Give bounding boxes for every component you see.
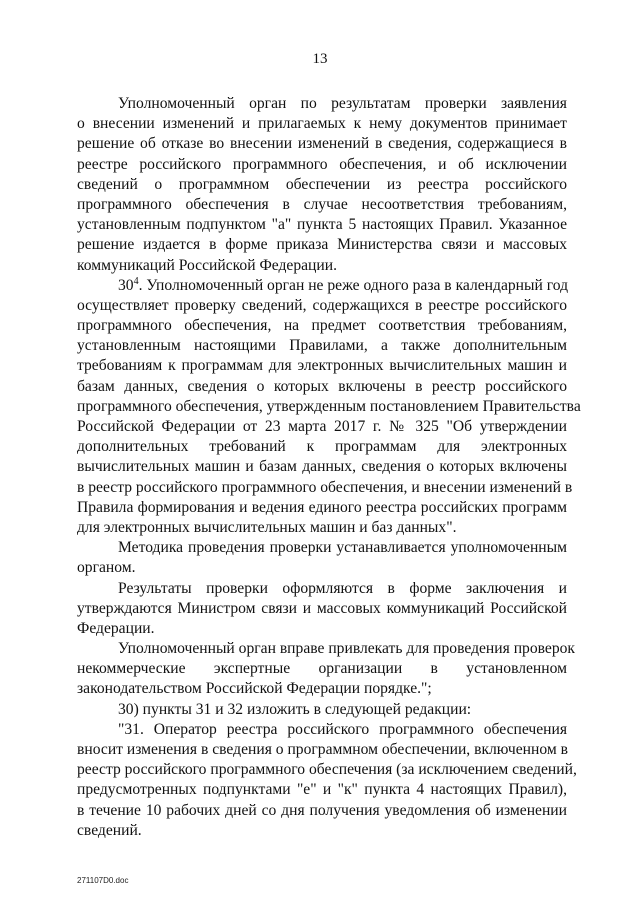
text-line: органом.: [77, 559, 136, 577]
page-number: 13: [312, 51, 328, 67]
text-line: Российской Федерации от 23 марта 2017 г. № 325 "Об утверждении: [77, 418, 567, 435]
paragraph: [77, 700, 567, 720]
paragraph: [77, 720, 577, 841]
text-fragment: . Уполномоченный орган не реже одного раза в календарный год: [138, 276, 569, 294]
text-line: требованиям к программам для электронных вычислительных машин и: [77, 357, 567, 375]
paragraph: [77, 94, 567, 276]
paragraph: [77, 275, 581, 538]
text-line: о внесении изменений и прилагаемых к нему документов принимает: [77, 115, 567, 133]
text-line: некоммерческие экспертные организации в установленном: [77, 660, 567, 678]
text-line: 30) пункты 31 и 32 изложить в следующей редакции:: [118, 700, 472, 718]
text-line: коммуникаций Российской Федерации.: [77, 256, 337, 274]
text-line: установленным подпунктом "а" пункта 5 настоящих Правил. Указанное: [77, 216, 567, 234]
text-line: реестре российского программного обеспечения, и об исключении: [77, 155, 567, 173]
paragraph: [77, 579, 567, 640]
text-line: для электронных вычислительных машин и баз данных".: [77, 518, 457, 536]
text-line: вычислительных машин и базам данных, сведения о которых включены: [77, 458, 567, 476]
document-filename: 271107D0.doc: [77, 876, 129, 885]
clause-superscript: 4: [133, 275, 139, 287]
document-body: [77, 94, 581, 841]
paragraph: [77, 639, 575, 700]
text-line: предусмотренных подпунктами "е" и "к" пункта 4 настоящих Правил),: [77, 781, 567, 799]
text-line: Результаты проверки оформляются в форме заключения и: [118, 579, 567, 597]
text-line: программного обеспечения, на предмет соответствия требованиям,: [77, 317, 567, 335]
text-line: решение об отказе во внесении изменений в сведения, содержащиеся в: [77, 135, 567, 153]
text-line: Методика проведения проверки устанавливается уполномоченным: [118, 539, 567, 557]
text-line: законодательством Российской Федерации порядке.";: [77, 680, 432, 698]
text-line: Уполномоченный орган по результатам проверки заявления: [118, 95, 567, 112]
text-line: утверждаются Министром связи и массовых коммуникаций Российской: [77, 599, 567, 617]
text-line: Федерации.: [77, 619, 155, 637]
text-line: в течение 10 рабочих дней со дня получения уведомления об изменении: [77, 801, 567, 819]
text-line: вносит изменения в сведения о программном обеспечении, включенном в: [77, 741, 568, 758]
paragraph: [77, 538, 567, 578]
text-line: сведений.: [77, 821, 142, 839]
text-line: в реестр российского программного обеспечения, и внесении изменений в: [77, 478, 573, 496]
text-line: программного обеспечения, утвержденным постановлением Правительства: [77, 397, 581, 415]
text-line: Правила формирования и ведения единого реестра российских программ: [77, 498, 567, 516]
text-line: программного обеспечения в случае несоответствия требованиям,: [77, 195, 567, 213]
text-line: Уполномоченный орган вправе привлекать для проведения проверок: [118, 640, 575, 658]
text-line: базам данных, сведения о которых включены в реестр российского: [77, 377, 567, 395]
text-line: [77, 276, 567, 296]
text-line: "31. Оператор реестра российского программного обеспечения: [118, 720, 567, 738]
text-line: сведений о программном обеспечении из реестра российского: [77, 175, 567, 193]
text-line: реестр российского программного обеспечения (за исключением сведений,: [77, 761, 577, 779]
text-line: дополнительных требований к программам для электронных: [77, 438, 567, 456]
text-line: установленным настоящими Правилами, а также дополнительным: [77, 337, 567, 355]
text-line: осуществляет проверку сведений, содержащихся в реестре российского: [77, 296, 567, 314]
text-line: решение издается в форме приказа Министерства связи и массовых: [77, 236, 567, 254]
clause-number: 30: [118, 276, 134, 294]
